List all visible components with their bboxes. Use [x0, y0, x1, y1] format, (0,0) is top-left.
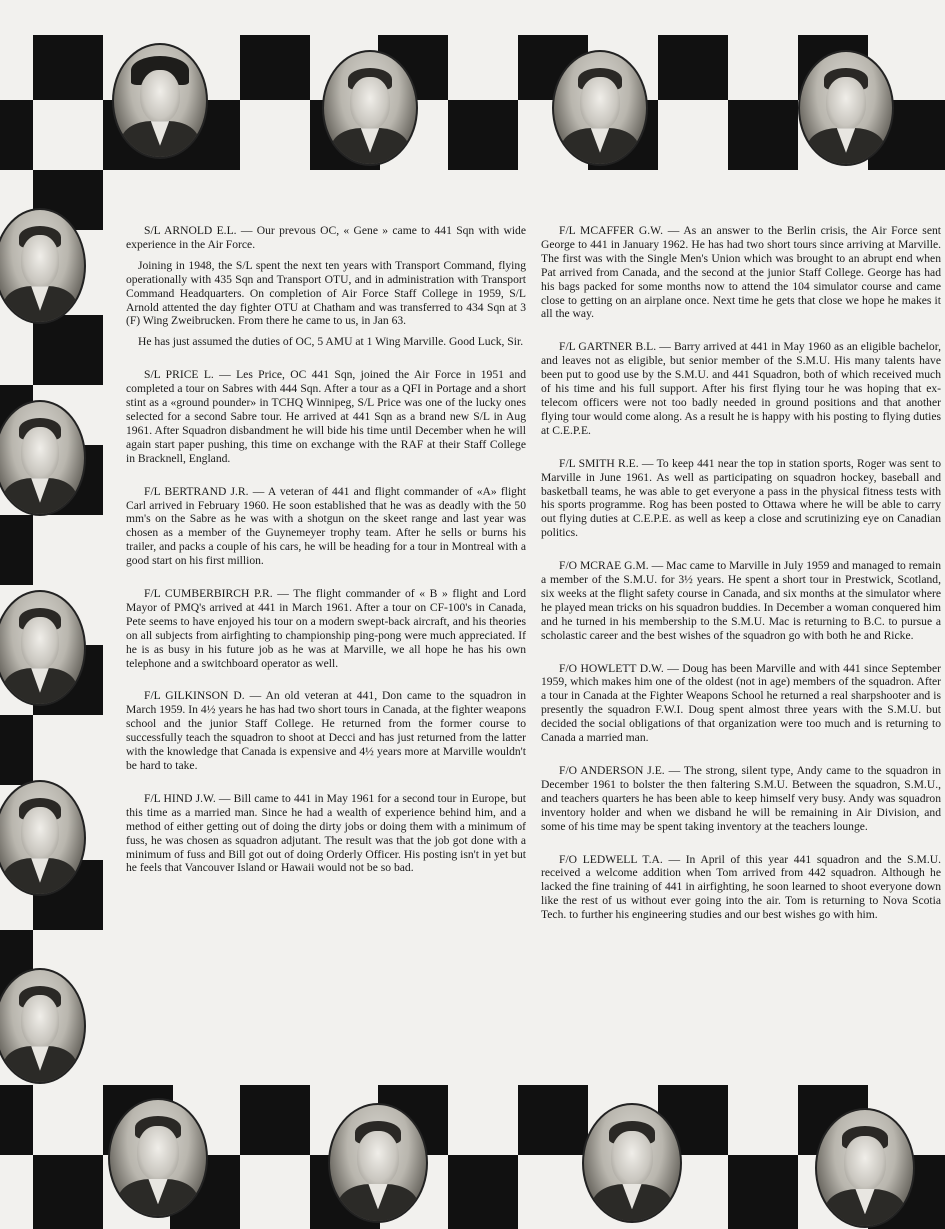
bio-arnold: S/L ARNOLD E.L. — Our prevous OC, « Gene » came to 441 Sqn with wide experience in the Air Force. — [126, 224, 526, 251]
bio-howlett: F/O HOWLETT D.W. — Doug has been Marville and with 441 since September 1959, which makes him one of the oldest (not in age) members of the squadron. After a tour in Canada at the Fighter Weapons School he returned a real sharpshooter and is presently the squadron F.W.I. Doug spent almost three years with the S.M.U. but decided the social obligations of that organization were too much and is returning to Canada a married man. — [541, 661, 941, 745]
border-square — [240, 35, 310, 100]
portrait-photo — [108, 1098, 208, 1218]
border-square — [33, 1155, 103, 1229]
border-square — [0, 515, 33, 585]
right-text-column — [541, 224, 941, 929]
portrait-photo — [0, 208, 86, 324]
left-text-column — [126, 224, 526, 882]
border-square — [0, 1085, 33, 1155]
portrait-photo — [0, 780, 86, 896]
bio-mcaffer: F/L MCAFFER G.W. — As an answer to the Berlin crisis, the Air Force sent George to 441 in January 1962. He has had two short tours since arriving at Marville. The first was with the Single Men's Union which was brought to an abrupt end when Pat arrived from Canada, and the second at the junior Staff College. George has had his bags packed for some months now to attend the 104 simulator course and came close to getting on an airplane once. Next time he gets that close we hope he makes it all the way. — [541, 224, 941, 321]
border-square — [33, 315, 103, 385]
bio-smith: F/L SMITH R.E. — To keep 441 near the top in station sports, Roger was sent to Marville in June 1961. As well as participating on squadron hockey, baseball and basketball teams, he was able to get everyone a pass in the physical fitness tests with his sports programme. Rog has been posted to Ottawa where he will be able to carry out flying duties at C.E.P.E. as well as keep a close and scrutinizing eye on Canadian politics. — [541, 456, 941, 540]
portrait-photo — [552, 50, 648, 166]
bio-gilkinson: F/L GILKINSON D. — An old veteran at 441, Don came to the squadron in March 1959. In 4½ years he has had two short tours in Canada, at the fighter weapons school and the junior Staff College. He returned from the former course to successfully teach the squadron to shoot at Decci and has just returned from the latter with the knowledge that Canada is expensive and 4½ years more at Marville wouldn't be hard to take. — [126, 689, 526, 772]
bio-price: S/L PRICE L. — Les Price, OC 441 Sqn, joined the Air Force in 1951 and completed a tour on Sabres with 444 Sqn. After a tour as a QFI in Portage and a short stint as a «ground pounder» in TCHQ Winnipeg, S/L Price was one of the lucky ones selected for a second Sabre tour. He arrived at 441 Sqn as a brand new S/L in Aug 1961. After Squadron disbandment he will bide his time until December when he will again start paper pushing, this time on exchange with the RAF at their Staff College in Bracknell, England. — [126, 368, 526, 465]
bio-mcrae: F/O MCRAE G.M. — Mac came to Marville in July 1959 and managed to remain a member of the S.M.U. for 3½ years. He spent a short tour in Prestwick, Scotland, six weeks at the flight safety course in Canada, and six months at the simulator where he played mean tricks on his squadron buddies. In December a woman conquered him and he turned in his membership to the S.M.U. Mac is returning to B.C. to pursue a scholastic career and the best wishes of the squadron go with both he and Ricke. — [541, 559, 941, 642]
bio-cumberbirch: F/L CUMBERBIRCH P.R. — The flight commander of « B » flight and Lord Mayor of PMQ's arrived at 441 in March 1961. After a tour on CF-100's in Canada, Pete seems to have enjoyed his tour on a modern swept-back aircraft, and his theories on all subjects from airfighting to championship ping-pong were much appreciated. If he is as busy in his future job as he was at Marville, we all hope he has his own telephone and a switchboard operator as well. — [126, 587, 526, 670]
border-square — [448, 100, 518, 170]
portrait-photo — [112, 43, 208, 159]
portrait-photo — [798, 50, 894, 166]
bio-ledwell: F/O LEDWELL T.A. — In April of this year 441 squadron and the S.M.U. received a welcome addition when Tom arrived from 442 squadron. Although he lacked the fine training of 441 in airfighting, he soon learned to shoot everyone down like the rest of us without ever going into the air. Tom is returning to Nova Scotia Tech. to further his engineering studies and our best wishes go with him. — [541, 852, 941, 922]
portrait-photo — [328, 1103, 428, 1223]
border-square — [0, 100, 33, 170]
border-square — [0, 715, 33, 785]
bio-hind: F/L HIND J.W. — Bill came to 441 in May 1961 for a second tour in Europe, but this time as a married man. Since he had a wealth of experience behind him, and a method of either getting out of doing the dirty jobs or doing them with a minimum of fuss, he was chosen as squadron adjutant. The result was that the job got done with a minimum of fuss and Bill got out of doing Orderly Officer. His posting isn't in yet but he feels that Vancouver Island or Hawaii would not be so bad. — [126, 791, 526, 875]
portrait-photo — [0, 590, 86, 706]
border-square — [448, 1155, 518, 1229]
border-square — [728, 1155, 798, 1229]
border-square — [518, 1085, 588, 1155]
border-square — [240, 1085, 310, 1155]
portrait-photo — [582, 1103, 682, 1223]
border-square — [33, 35, 103, 100]
border-square — [658, 35, 728, 100]
bio-anderson: F/O ANDERSON J.E. — The strong, silent type, Andy came to the squadron in December 1961 to bolster the then faltering S.M.U. Between the squadron, S.M.U., and teachers quarters he has been able to keep himself very busy. Andy was squadron inventory holder and when we disband he will be remaining in Air Division, and some of his time may be spent taking inventory at the teachers lounge. — [541, 764, 941, 833]
bio-gartner: F/L GARTNER B.L. — Barry arrived at 441 in May 1960 as an eligible bachelor, and leaves not as eligible, but senior member of the S.M.U. His many talents have been put to good use by the S.M.U. and 441 Squadron, both of which received much of his time and his full support. After his first flying tour he was hoping that ex-telecom officers were not too badly needed in ground positions and that another flying tour would come along. As a result he is happy with his posting to flying duties at C.E.P.E. — [541, 340, 941, 437]
portrait-photo — [0, 400, 86, 516]
portrait-photo — [0, 968, 86, 1084]
bio-arnold: He has just assumed the duties of OC, 5 AMU at 1 Wing Marville. Good Luck, Sir. — [138, 335, 524, 349]
bio-arnold: Joining in 1948, the S/L spent the next ten years with Transport Command, flying operationally with 435 Sqn and Transport OTU, and in administration with Transport Command Headquarters. On completion of Air Force Staff College in 1959, S/L Arnold attented the day fighter OTU at Chatham and was transferred to 434 Sqn at 3 (F) Wing Zweibrucken. From there he came to us, in Jan 63. — [126, 258, 526, 328]
border-square — [728, 100, 798, 170]
portrait-photo — [815, 1108, 915, 1228]
bio-bertrand: F/L BERTRAND J.R. — A veteran of 441 and flight commander of «A» flight Carl arrived in February 1960. He soon established that he was as deadly with the 50 mm's on the Sabre as he was with a shotgun on the skeet range and last year was chosen as a member of the Guynemeyer trophy team. After he sells or burns his trailer, and packs a couple of his cars, he will be heading for a tour in Montreal with a good start on his first million. — [126, 484, 526, 568]
portrait-photo — [322, 50, 418, 166]
